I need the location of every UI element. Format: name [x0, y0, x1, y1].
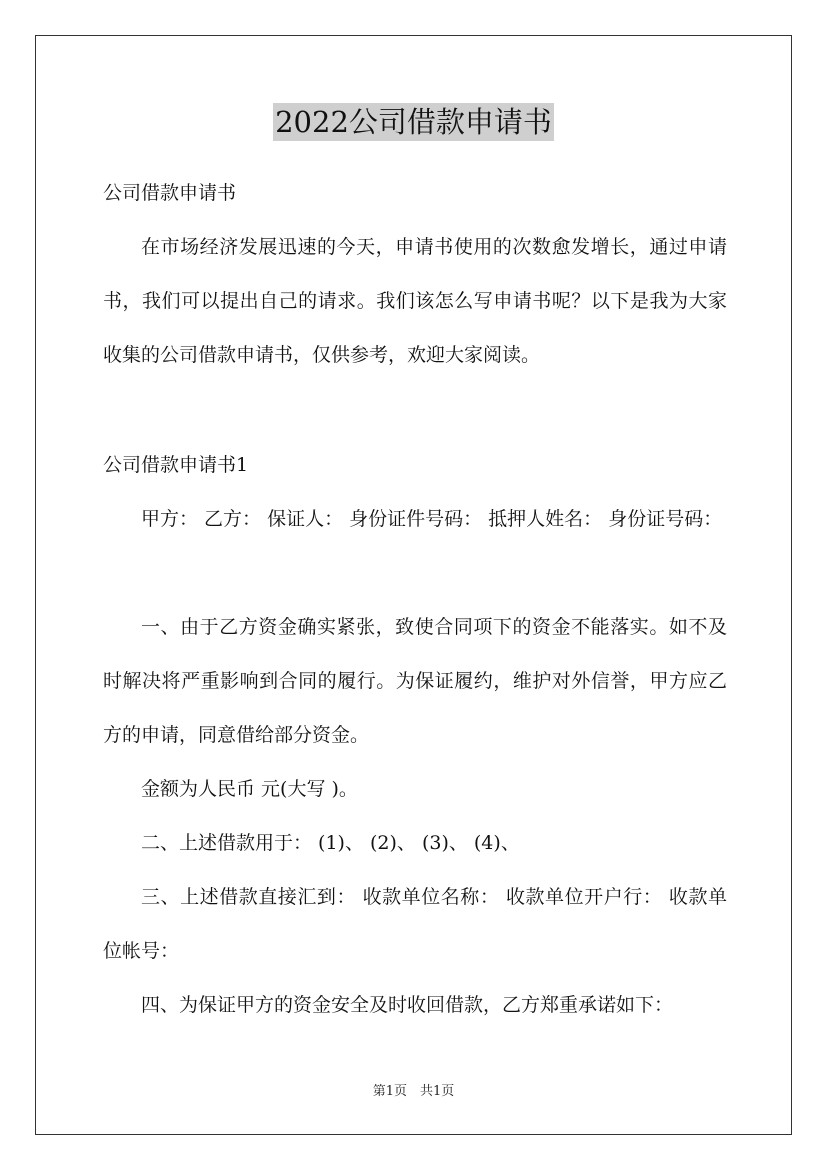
section-heading: 公司借款申请书 [103, 182, 237, 204]
page-footer [0, 1083, 827, 1101]
clause-4-paragraph: 四、为保证甲方的资金安全及时收回借款，乙方郑重承诺如下： [141, 994, 674, 1016]
clause-2-paragraph: 二、上述借款用于： (1)、 (2)、 (3)、 (4)、 [141, 832, 520, 854]
section-heading-1: 公司借款申请书1 [103, 454, 249, 476]
page-number: 第1页 共1页 [372, 1084, 455, 1099]
clause-3-paragraph: 三、上述借款直接汇到： 收款单位名称： 收款单位开户行： 收款单位帐号： [103, 886, 727, 962]
intro-paragraph: 在市场经济发展迅速的今天，申请书使用的次数愈发增长，通过申请书，我们可以提出自己的请求。我们该怎么写申请书呢？以下是我为大家收集的公司借款申请书，仅供参考，欢迎大家阅读。 [103, 236, 727, 366]
amount-paragraph: 金额为人民币 元(大写 )。 [141, 778, 358, 800]
document-title: 2022公司借款申请书 [275, 105, 552, 139]
clause-1-paragraph: 一、由于乙方资金确实紧张，致使合同项下的资金不能落实。如不及时解决将严重影响到合同的履行。为保证履约，维护对外信誉，甲方应乙方的申请，同意借给部分资金。 [103, 616, 727, 746]
parties-paragraph: 甲方： 乙方： 保证人： 身份证件号码： 抵押人姓名： 身份证号码： [141, 508, 723, 530]
title-container [0, 103, 827, 141]
